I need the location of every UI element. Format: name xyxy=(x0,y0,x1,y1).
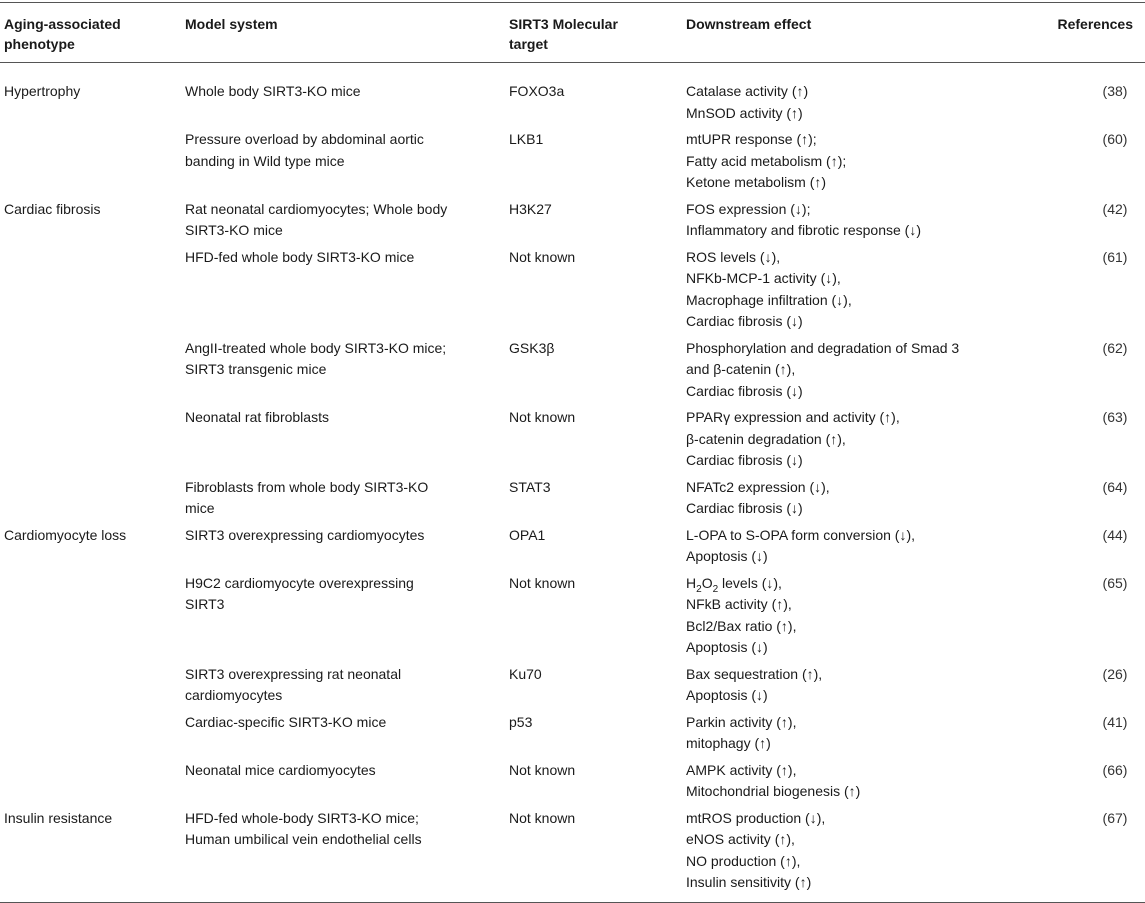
molecular-target-cell: Not known xyxy=(509,248,576,265)
downstream-effect-cell xyxy=(682,129,1045,199)
model-system-line: HFD-fed whole body SIRT3-KO mice xyxy=(185,248,415,265)
reference-cell: (44) xyxy=(1102,526,1128,543)
header-target xyxy=(505,3,682,63)
downstream-effect-line: Cardiac fibrosis (↓) xyxy=(686,382,803,399)
downstream-effect-line: AMPK activity (↑), xyxy=(686,761,797,778)
molecular-target-cell: STAT3 xyxy=(509,478,551,495)
downstream-effect-line: Fatty acid metabolism (↑); xyxy=(686,152,847,169)
downstream-effect-line: eNOS activity (↑), xyxy=(686,831,795,847)
downstream-effect-line: Bcl2/Bax ratio (↑), xyxy=(686,617,797,634)
model-system-cell xyxy=(181,247,505,338)
molecular-target-cell: Not known xyxy=(509,761,576,778)
model-system-cell xyxy=(181,338,505,408)
molecular-target-cell: H3K27 xyxy=(509,200,552,217)
downstream-effect-line: Cardiac fibrosis (↓) xyxy=(686,452,803,468)
model-system-cell xyxy=(181,63,505,130)
downstream-effect-cell xyxy=(682,525,1045,573)
model-system-line: Fibroblasts from whole body SIRT3-KO xyxy=(185,478,429,495)
model-system-cell xyxy=(181,407,505,477)
downstream-effect-line: NFATc2 expression (↓), xyxy=(686,478,830,495)
phenotype-cell xyxy=(0,573,181,664)
molecular-target-cell: Not known xyxy=(509,409,576,425)
header-phenotype-line: Aging-associated xyxy=(4,16,121,32)
downstream-effect-line: Macrophage infiltration (↓), xyxy=(686,291,852,308)
reference-cell: (62) xyxy=(1102,339,1128,356)
downstream-effect-line: Cardiac fibrosis (↓) xyxy=(686,313,803,329)
downstream-effect-line: mitophagy (↑) xyxy=(686,735,771,751)
table-row xyxy=(0,525,1145,573)
downstream-effect-line: mtUPR response (↑); xyxy=(686,131,817,147)
model-system-cell xyxy=(181,712,505,760)
model-system-line: Human umbilical vein endothelial cells xyxy=(185,831,422,847)
table-row xyxy=(0,808,1145,903)
table-row xyxy=(0,129,1145,199)
molecular-target-cell: p53 xyxy=(509,713,533,730)
downstream-effect-line: Mitochondrial biogenesis (↑) xyxy=(686,783,861,799)
header-references: References xyxy=(1057,16,1133,32)
table-row xyxy=(0,63,1145,130)
downstream-effect-line: Phosphorylation and degradation of Smad 3 xyxy=(686,339,960,356)
reference-cell: (42) xyxy=(1102,200,1128,217)
model-system-cell xyxy=(181,477,505,525)
downstream-effect-line: ROS levels (↓), xyxy=(686,248,781,265)
downstream-effect-cell xyxy=(682,808,1045,903)
phenotype-cell: Cardiomyocyte loss xyxy=(4,526,127,543)
phenotype-cell xyxy=(0,407,181,477)
molecular-target-cell: OPA1 xyxy=(509,526,546,543)
phenotype-cell xyxy=(0,129,181,199)
table-row xyxy=(0,760,1145,808)
model-system-cell xyxy=(181,664,505,712)
molecular-target-cell: GSK3β xyxy=(509,339,555,356)
downstream-effect-line: Apoptosis (↓) xyxy=(686,548,768,564)
downstream-effect-line: NO production (↑), xyxy=(686,852,801,869)
model-system-cell xyxy=(181,573,505,664)
phenotype-cell: Hypertrophy xyxy=(4,83,81,99)
reference-cell: (41) xyxy=(1102,713,1128,730)
model-system-line: H9C2 cardiomyocyte overexpressing xyxy=(185,574,414,591)
model-system-cell xyxy=(181,129,505,199)
reference-cell: (26) xyxy=(1102,665,1128,682)
table-row xyxy=(0,712,1145,760)
header-phenotype xyxy=(0,3,181,63)
downstream-effect-cell xyxy=(682,407,1045,477)
phenotype-cell: Cardiac fibrosis xyxy=(4,200,101,217)
table-row xyxy=(0,338,1145,408)
downstream-effect-cell xyxy=(682,573,1045,664)
table-row xyxy=(0,247,1145,338)
downstream-effect-line: Catalase activity (↑) xyxy=(686,83,809,99)
downstream-effect-cell xyxy=(682,199,1045,247)
reference-cell: (60) xyxy=(1102,131,1128,147)
table-row xyxy=(0,407,1145,477)
reference-cell: (66) xyxy=(1102,761,1128,778)
table-header xyxy=(0,3,1145,63)
header-row xyxy=(0,3,1145,63)
table-body xyxy=(0,63,1145,903)
downstream-effect-cell xyxy=(682,63,1045,130)
phenotype-cell xyxy=(0,338,181,408)
phenotype-cell: Insulin resistance xyxy=(4,809,113,826)
reference-cell: (67) xyxy=(1102,809,1128,826)
downstream-effect-cell xyxy=(682,338,1045,408)
downstream-effect-line: FOS expression (↓); xyxy=(686,200,811,217)
model-system-line: Whole body SIRT3-KO mice xyxy=(185,83,361,99)
downstream-effect-cell xyxy=(682,477,1045,525)
table-row xyxy=(0,477,1145,525)
model-system-cell xyxy=(181,199,505,247)
downstream-effect-line: $H_2O_2$ levels (↓), xyxy=(686,574,782,595)
model-system-line: SIRT3 overexpressing cardiomyocytes xyxy=(185,526,425,543)
model-system-line: Rat neonatal cardiomyocytes; Whole body xyxy=(185,200,448,217)
reference-cell: (65) xyxy=(1102,574,1128,591)
downstream-effect-line: Bax sequestration (↑), xyxy=(686,665,823,682)
downstream-effect-line: and β-catenin (↑), xyxy=(686,361,796,377)
sirt3-aging-table xyxy=(0,2,1145,903)
phenotype-cell xyxy=(0,477,181,525)
model-system-line: mice xyxy=(185,500,215,516)
header-target-line: target xyxy=(509,36,548,52)
phenotype-cell xyxy=(0,760,181,808)
model-system-line: SIRT3 overexpressing rat neonatal xyxy=(185,665,402,682)
molecular-target-cell: FOXO3a xyxy=(509,83,565,99)
downstream-effect-cell xyxy=(682,712,1045,760)
downstream-effect-line: Parkin activity (↑), xyxy=(686,713,797,730)
model-system-line: Cardiac-specific SIRT3-KO mice xyxy=(185,713,387,730)
model-system-line: SIRT3 xyxy=(185,596,225,612)
model-system-line: Pressure overload by abdominal aortic xyxy=(185,131,424,147)
header-effect: Downstream effect xyxy=(686,16,812,32)
table-row xyxy=(0,199,1145,247)
model-system-cell xyxy=(181,808,505,903)
downstream-effect-line: Apoptosis (↓) xyxy=(686,687,768,703)
molecular-target-cell: Not known xyxy=(509,574,576,591)
model-system-line: SIRT3 transgenic mice xyxy=(185,361,327,377)
model-system-line: SIRT3-KO mice xyxy=(185,222,283,238)
table-row xyxy=(0,664,1145,712)
phenotype-cell xyxy=(0,712,181,760)
model-system-line: Neonatal rat fibroblasts xyxy=(185,409,329,425)
model-system-line: cardiomyocytes xyxy=(185,687,283,703)
downstream-effect-line: MnSOD activity (↑) xyxy=(686,104,803,121)
header-target-line: SIRT3 Molecular xyxy=(509,16,618,32)
downstream-effect-line: NFKb-MCP-1 activity (↓), xyxy=(686,270,841,286)
downstream-effect-line: Cardiac fibrosis (↓) xyxy=(686,500,803,516)
table-row xyxy=(0,573,1145,664)
reference-cell: (64) xyxy=(1102,478,1128,495)
downstream-effect-line: Ketone metabolism (↑) xyxy=(686,174,827,190)
reference-cell: (63) xyxy=(1102,409,1128,425)
model-system-line: Neonatal mice cardiomyocytes xyxy=(185,761,376,778)
reference-cell: (38) xyxy=(1102,83,1128,99)
molecular-target-cell: Ku70 xyxy=(509,665,542,682)
model-system-line: HFD-fed whole-body SIRT3-KO mice; xyxy=(185,809,419,826)
downstream-effect-line: Apoptosis (↓) xyxy=(686,639,768,655)
model-system-cell xyxy=(181,525,505,573)
downstream-effect-line: NFkB activity (↑), xyxy=(686,596,792,612)
downstream-effect-line: PPARγ expression and activity (↑), xyxy=(686,409,900,425)
downstream-effect-line: mtROS production (↓), xyxy=(686,809,826,826)
phenotype-cell xyxy=(0,247,181,338)
phenotype-cell xyxy=(0,664,181,712)
downstream-effect-cell xyxy=(682,664,1045,712)
model-system-line: banding in Wild type mice xyxy=(185,152,345,169)
molecular-target-cell: Not known xyxy=(509,809,576,826)
downstream-effect-line: Insulin sensitivity (↑) xyxy=(686,874,812,890)
model-system-cell xyxy=(181,760,505,808)
downstream-effect-cell xyxy=(682,760,1045,808)
molecular-target-cell: LKB1 xyxy=(509,131,544,147)
downstream-effect-line: L-OPA to S-OPA form conversion (↓), xyxy=(686,526,915,543)
model-system-line: AngII-treated whole body SIRT3-KO mice; xyxy=(185,339,447,356)
downstream-effect-line: Inflammatory and fibrotic response (↓) xyxy=(686,222,921,238)
header-model: Model system xyxy=(185,16,278,32)
downstream-effect-cell xyxy=(682,247,1045,338)
header-phenotype-line: phenotype xyxy=(4,36,75,52)
downstream-effect-line: β-catenin degradation (↑), xyxy=(686,430,846,447)
reference-cell: (61) xyxy=(1102,248,1128,265)
